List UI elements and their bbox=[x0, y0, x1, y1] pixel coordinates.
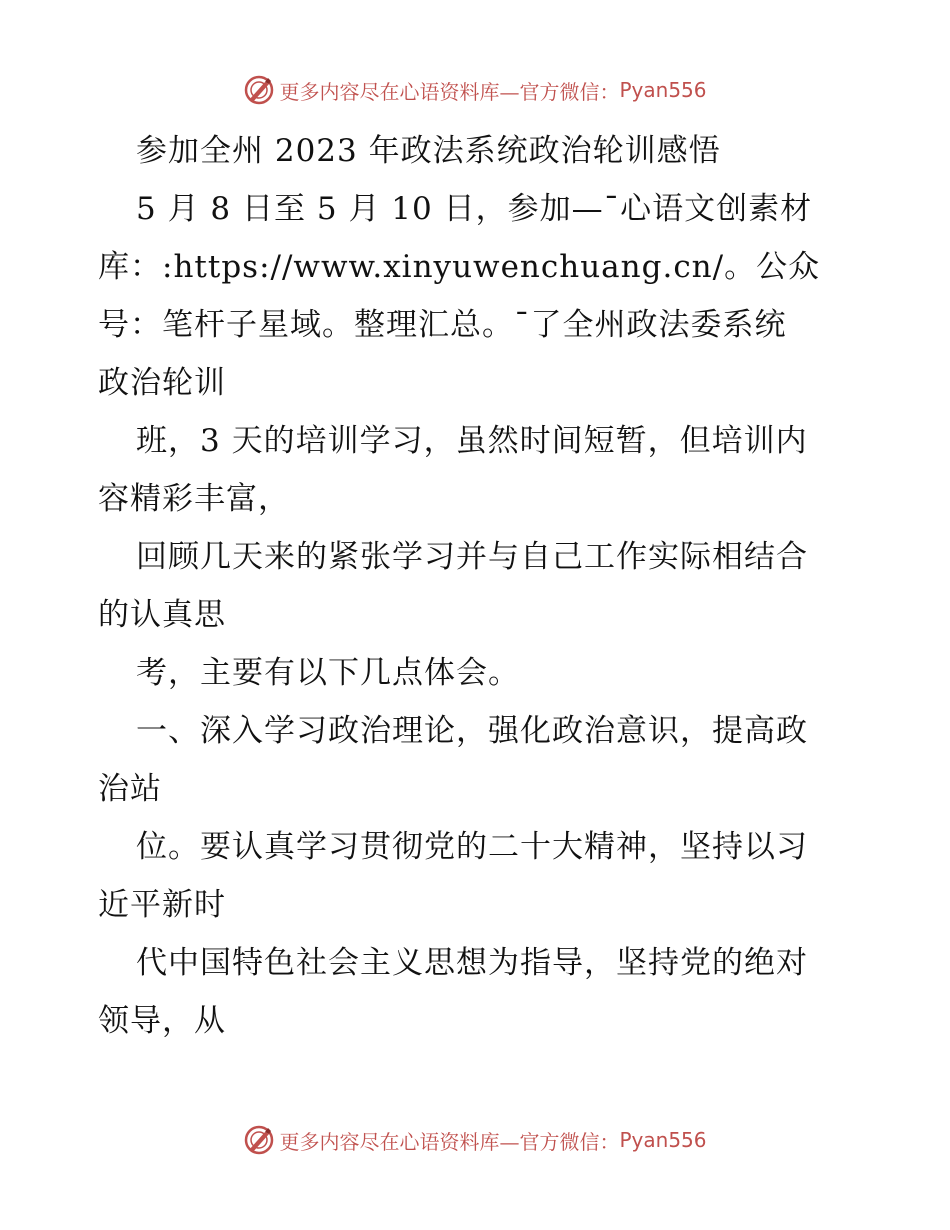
text-line: 位。要认真学习贯彻党的二十大精神，坚持以习 bbox=[136, 829, 808, 865]
header-banner bbox=[0, 70, 950, 110]
text-line: 一、深入学习政治理论，强化政治意识，提高政 bbox=[136, 713, 808, 749]
document-body bbox=[98, 122, 878, 1050]
text-line: 代中国特色社会主义思想为指导，坚持党的绝对 bbox=[136, 945, 808, 981]
footer-banner bbox=[0, 1120, 950, 1160]
text-line: 近平新时 bbox=[98, 887, 226, 923]
banner-text: 更多内容尽在心语资料库—官方微信： bbox=[279, 1129, 620, 1154]
text-line: 容精彩丰富， bbox=[98, 481, 290, 517]
text-line: 的认真思 bbox=[98, 597, 226, 633]
pen-seal-logo-icon bbox=[243, 74, 275, 106]
text-line: 库：:https://www.xinyuwenchuang.cn/。公众 bbox=[98, 249, 821, 285]
text-line: 回顾几天来的紧张学习并与自己工作实际相结合 bbox=[136, 539, 808, 575]
text-line: 班，3 天的培训学习，虽然时间短暂，但培训内 bbox=[136, 423, 808, 459]
banner-text: 更多内容尽在心语资料库—官方微信： bbox=[279, 79, 620, 104]
text-line: 号：笔杆子星域。整理汇总。¯了全州政法委系统 bbox=[98, 307, 787, 343]
text-line: 政治轮训 bbox=[98, 365, 226, 401]
banner-wechat-id: Pyan556 bbox=[619, 78, 707, 102]
text-line: 考，主要有以下几点体会。 bbox=[136, 655, 520, 691]
text-line: 5 月 8 日至 5 月 10 日，参加—¯心语文创素材 bbox=[136, 191, 813, 227]
banner-wechat-id: Pyan556 bbox=[619, 1128, 707, 1152]
text-line: 参加全州 2023 年政法系统政治轮训感悟 bbox=[136, 133, 721, 169]
text-line: 治站 bbox=[98, 771, 162, 807]
text-line: 领导，从 bbox=[98, 1003, 226, 1039]
pen-seal-logo-icon bbox=[243, 1124, 275, 1156]
